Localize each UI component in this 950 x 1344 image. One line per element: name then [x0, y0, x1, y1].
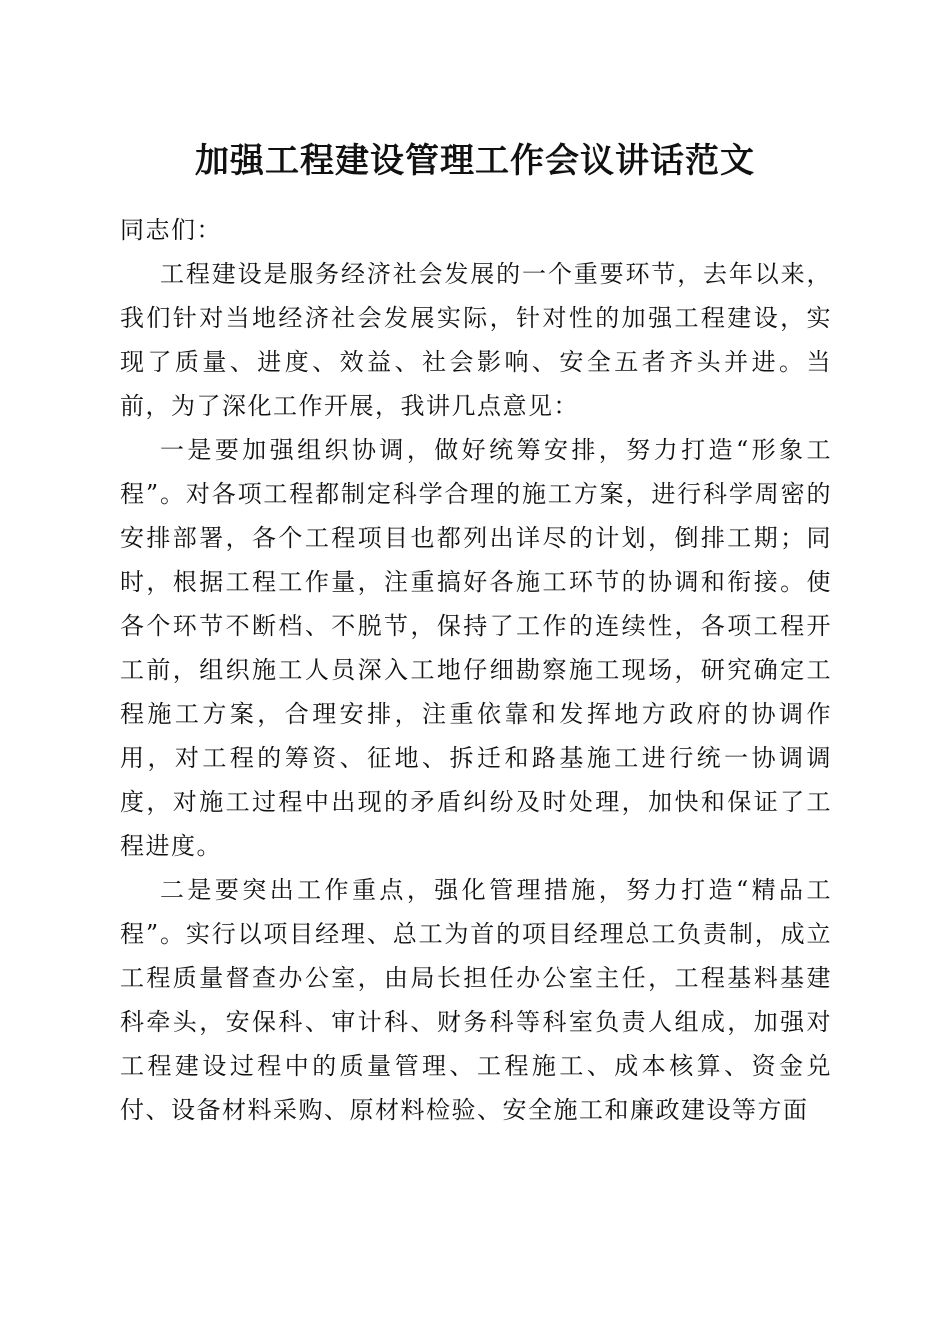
paragraph-point-one: 一是要加强组织协调，做好统筹安排，努力打造“形象工程”。对各项工程都制定科学合理的施工方案，进行科学周密的安排部署，各个工程项目也都列出详尽的计划，倒排工期；同时，根据工程工作量，注重搞好各施工环节的协调和衔接。使各个环节不断档、不脱节，保持了工作的连续性，各项工程开工前，组织施工人员深入工地仔细勘察施工现场，研究确定工程施工方案，合理安排，注重依靠和发挥地方政府的协调作用，对工程的筹资、征地、拆迁和路基施工进行统一协调调度，对施工过程中出现的矛盾纠纷及时处理，加快和保证了工程进度。 [120, 436, 832, 860]
paragraph-point-two: 二是要突出工作重点，强化管理措施，努力打造“精品工程”。实行以项目经理、总工为首的项目经理总工负责制，成立工程质量督查办公室，由局长担任办公室主任，工程基料基建科牵头，安保科、审计科、财务科等科室负责人组成，加强对工程建设过程中的质量管理、工程施工、成本核算、资金兑付、设备材料采购、原材料检验、安全施工和廉政建设等方面 [120, 876, 832, 1124]
salutation: 同志们： [120, 216, 222, 244]
document-title: 加强工程建设管理工作会议讲话范文 [195, 141, 755, 181]
document-body [120, 208, 832, 1132]
paragraph-intro: 工程建设是服务经济社会发展的一个重要环节，去年以来，我们针对当地经济社会发展实际，针对性的加强工程建设，实现了质量、进度、效益、社会影响、安全五者齐头并进。当前，为了深化工作开展，我讲几点意见： [120, 260, 832, 420]
